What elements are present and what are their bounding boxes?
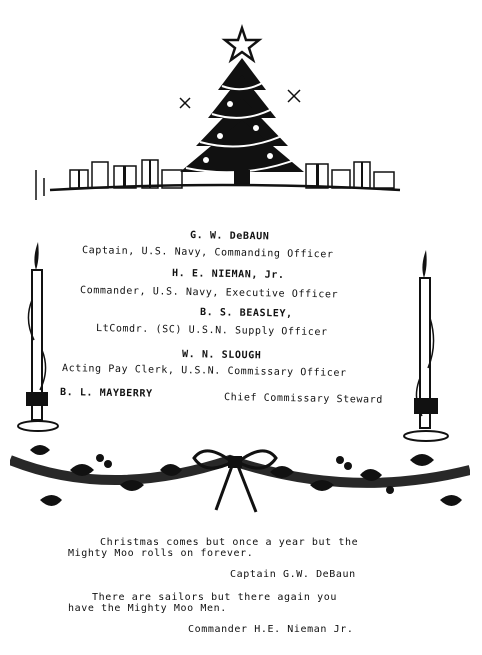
officer-name: B. L. MAYBERRY	[59, 387, 153, 400]
quote-line: Christmas comes but once a year but the	[100, 537, 359, 548]
officer-name: G. W. DeBAUN	[189, 230, 270, 243]
officer-name: B. S. BEASLEY,	[199, 307, 293, 320]
holly-bow-icon	[10, 430, 470, 540]
candle-icon	[14, 240, 64, 450]
officer-title: LtComdr. (SC) U.S.N. Supply Officer	[95, 323, 328, 339]
quote-line: have the Mighty Moo Men.	[68, 603, 227, 614]
officer-title: Acting Pay Clerk, U.S.N. Commissary Officer	[61, 363, 347, 379]
christmas-tree-icon	[30, 20, 410, 205]
officer-name: W. N. SLOUGH	[181, 349, 262, 362]
quote-attribution: Commander H.E. Nieman Jr.	[188, 624, 354, 635]
quote-line: There are sailors but there again you	[92, 592, 337, 603]
candle-icon	[400, 248, 450, 458]
officer-title: Captain, U.S. Navy, Commanding Officer	[81, 245, 334, 261]
quote-line: Mighty Moo rolls on forever.	[68, 548, 254, 559]
officer-name: H. E. NIEMAN, Jr.	[171, 268, 285, 281]
star-icon	[225, 28, 259, 60]
quote-attribution: Captain G.W. DeBaun	[230, 569, 356, 580]
officer-title: Commander, U.S. Navy, Executive Officer	[79, 285, 339, 301]
officer-title: Chief Commissary Steward	[223, 392, 383, 406]
